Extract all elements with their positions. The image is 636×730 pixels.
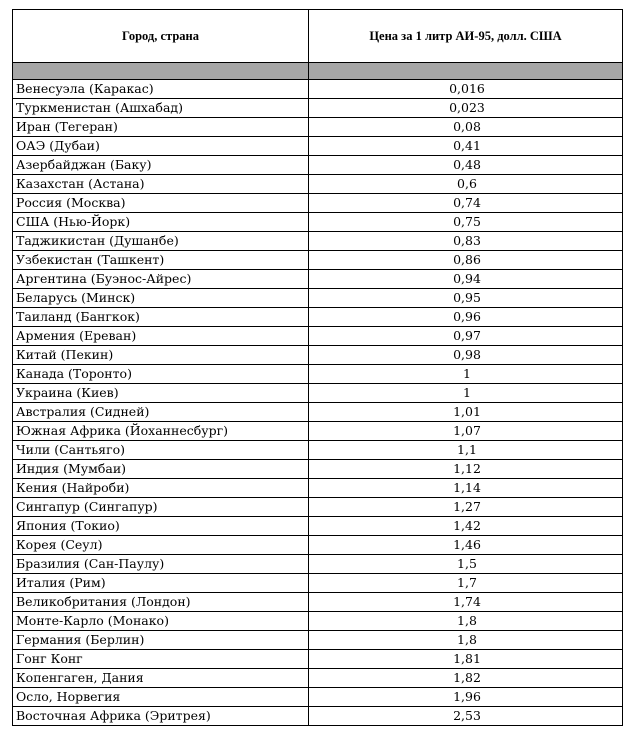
city-cell: Узбекистан (Ташкент) [13, 251, 309, 270]
price-cell: 1,42 [309, 517, 623, 536]
price-cell: 1,96 [309, 688, 623, 707]
price-cell: 1 [309, 365, 623, 384]
table-row [13, 650, 623, 669]
table-row [13, 593, 623, 612]
table-row [13, 327, 623, 346]
table-row [13, 707, 623, 726]
price-cell: 0,83 [309, 232, 623, 251]
city-cell: Великобритания (Лондон) [13, 593, 309, 612]
price-cell: 1,82 [309, 669, 623, 688]
table-row [13, 669, 623, 688]
table-row [13, 270, 623, 289]
table-row [13, 175, 623, 194]
table-row [13, 251, 623, 270]
price-cell: 0,98 [309, 346, 623, 365]
table-row [13, 80, 623, 99]
price-cell: 1,8 [309, 612, 623, 631]
table-row [13, 137, 623, 156]
city-cell: Индия (Мумбаи) [13, 460, 309, 479]
table-row [13, 555, 623, 574]
city-cell: Гонг Конг [13, 650, 309, 669]
price-cell: 0,86 [309, 251, 623, 270]
price-cell: 0,48 [309, 156, 623, 175]
price-cell: 1,5 [309, 555, 623, 574]
table-row [13, 612, 623, 631]
table-row [13, 194, 623, 213]
price-cell: 1,8 [309, 631, 623, 650]
city-cell: Германия (Берлин) [13, 631, 309, 650]
price-cell: 1,81 [309, 650, 623, 669]
price-cell: 0,95 [309, 289, 623, 308]
city-cell: Сингапур (Сингапур) [13, 498, 309, 517]
city-cell: Австралия (Сидней) [13, 403, 309, 422]
city-cell: Туркменистан (Ашхабад) [13, 99, 309, 118]
price-cell: 0,41 [309, 137, 623, 156]
price-cell: 0,08 [309, 118, 623, 137]
city-cell: Беларусь (Минск) [13, 289, 309, 308]
city-cell: США (Нью-Йорк) [13, 213, 309, 232]
city-cell: Кения (Найроби) [13, 479, 309, 498]
price-cell: 1,01 [309, 403, 623, 422]
city-cell: Казахстан (Астана) [13, 175, 309, 194]
price-cell: 1,74 [309, 593, 623, 612]
city-cell: Бразилия (Сан-Паулу) [13, 555, 309, 574]
price-cell: 1,14 [309, 479, 623, 498]
table-row [13, 213, 623, 232]
table-row [13, 574, 623, 593]
city-cell: Аргентина (Буэнос-Айрес) [13, 270, 309, 289]
header-row [13, 10, 623, 63]
city-cell: Канада (Торонто) [13, 365, 309, 384]
table-row [13, 498, 623, 517]
table-row [13, 441, 623, 460]
price-cell: 0,6 [309, 175, 623, 194]
price-cell: 0,016 [309, 80, 623, 99]
price-cell: 0,97 [309, 327, 623, 346]
table-row [13, 688, 623, 707]
table-row [13, 156, 623, 175]
city-cell: Чили (Сантьяго) [13, 441, 309, 460]
city-cell: Украина (Киев) [13, 384, 309, 403]
header-city: Город, страна [13, 10, 309, 63]
city-cell: Таиланд (Бангкок) [13, 308, 309, 327]
table-row [13, 517, 623, 536]
price-cell: 1,12 [309, 460, 623, 479]
table-row [13, 232, 623, 251]
fuel-price-table [12, 9, 623, 726]
city-cell: Япония (Токио) [13, 517, 309, 536]
separator-row [13, 63, 623, 80]
price-cell: 0,94 [309, 270, 623, 289]
table-row [13, 99, 623, 118]
table-row [13, 460, 623, 479]
city-cell: Италия (Рим) [13, 574, 309, 593]
city-cell: Армения (Ереван) [13, 327, 309, 346]
table-row [13, 289, 623, 308]
city-cell: Копенгаген, Дания [13, 669, 309, 688]
city-cell: Осло, Норвегия [13, 688, 309, 707]
header-price: Цена за 1 литр АИ-95, долл. США [309, 10, 623, 63]
city-cell: Восточная Африка (Эритрея) [13, 707, 309, 726]
city-cell: Южная Африка (Йоханнесбург) [13, 422, 309, 441]
table-row [13, 384, 623, 403]
city-cell: Россия (Москва) [13, 194, 309, 213]
price-cell: 1 [309, 384, 623, 403]
city-cell: Иран (Тегеран) [13, 118, 309, 137]
price-cell: 1,46 [309, 536, 623, 555]
table-row [13, 118, 623, 137]
price-cell: 1,07 [309, 422, 623, 441]
separator-cell [13, 63, 309, 80]
price-cell: 2,53 [309, 707, 623, 726]
city-cell: ОАЭ (Дубаи) [13, 137, 309, 156]
price-cell: 1,1 [309, 441, 623, 460]
table-row [13, 346, 623, 365]
table-row [13, 403, 623, 422]
city-cell: Азербайджан (Баку) [13, 156, 309, 175]
price-cell: 0,75 [309, 213, 623, 232]
table-row [13, 479, 623, 498]
price-cell: 0,96 [309, 308, 623, 327]
city-cell: Корея (Сеул) [13, 536, 309, 555]
city-cell: Монте-Карло (Монако) [13, 612, 309, 631]
price-cell: 1,27 [309, 498, 623, 517]
table-row [13, 365, 623, 384]
city-cell: Китай (Пекин) [13, 346, 309, 365]
city-cell: Таджикистан (Душанбе) [13, 232, 309, 251]
table-row [13, 536, 623, 555]
table-row [13, 631, 623, 650]
table-row [13, 308, 623, 327]
table-row [13, 422, 623, 441]
price-cell: 0,023 [309, 99, 623, 118]
price-cell: 0,74 [309, 194, 623, 213]
city-cell: Венесуэла (Каракас) [13, 80, 309, 99]
separator-cell [309, 63, 623, 80]
price-cell: 1,7 [309, 574, 623, 593]
